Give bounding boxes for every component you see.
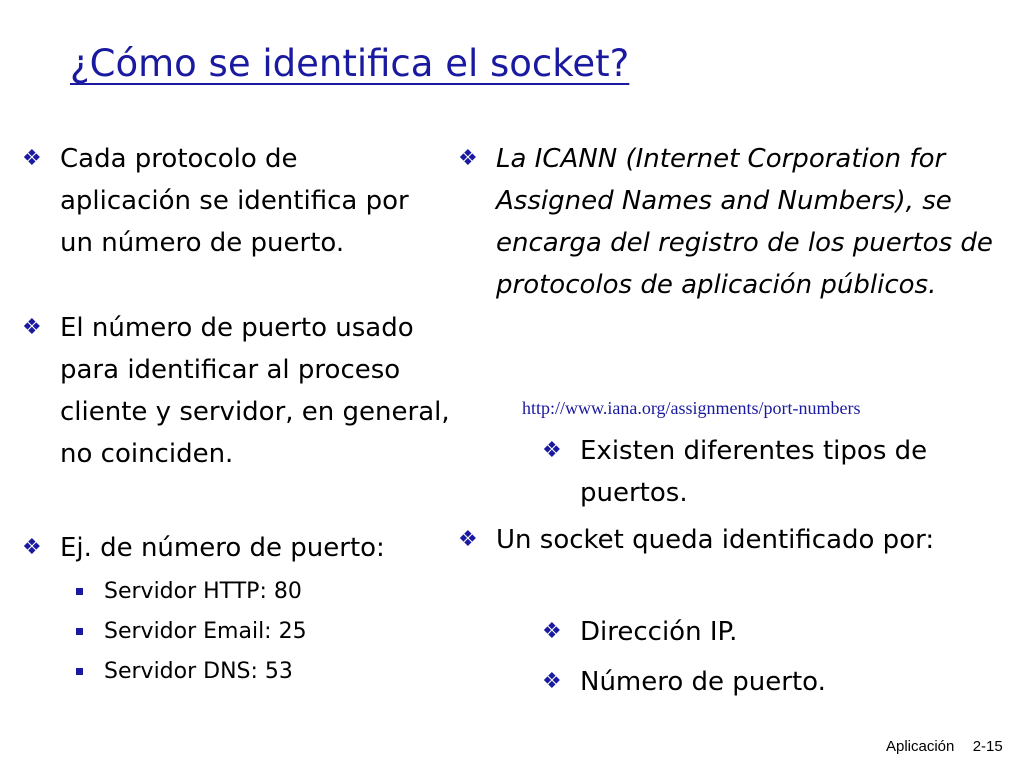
- diamond-bullet-icon: ❖: [458, 146, 478, 171]
- diamond-bullet-icon: ❖: [542, 438, 562, 463]
- left-bullet-3: Ej. de número de puerto:: [60, 533, 385, 563]
- page-number: 2-15: [972, 738, 1003, 755]
- diamond-bullet-icon: ❖: [22, 535, 42, 560]
- port-example-dns: Servidor DNS: 53: [104, 659, 293, 684]
- diamond-bullet-icon: ❖: [22, 146, 42, 171]
- diamond-bullet-icon: ❖: [458, 527, 478, 552]
- port-example-email: Servidor Email: 25: [104, 619, 307, 644]
- footer-section: Aplicación: [886, 738, 955, 755]
- diamond-bullet-icon: ❖: [22, 315, 42, 340]
- socket-id-port-number: Número de puerto.: [580, 667, 826, 697]
- socket-id-ip-address: Dirección IP.: [580, 617, 738, 647]
- right-sub-bullet-1: Existen diferentes tipos de puertos.: [580, 436, 928, 508]
- right-bullet-1: La ICANN (Internet Corporation for Assigned Names and Numbers), se encarga del registro de los puertos de protocolos de aplicación públicos.: [496, 144, 993, 300]
- diamond-bullet-icon: ❖: [542, 619, 562, 644]
- square-bullet-icon: [76, 628, 83, 635]
- square-bullet-icon: [76, 668, 83, 675]
- diamond-bullet-icon: ❖: [542, 669, 562, 694]
- slide-footer: [886, 738, 1003, 755]
- left-bullet-1: Cada protocolo de aplicación se identifica por un número de puerto.: [60, 144, 409, 258]
- square-bullet-icon: [76, 588, 83, 595]
- right-bullet-2: Un socket queda identificado por:: [496, 525, 935, 555]
- iana-link[interactable]: http://www.iana.org/assignments/port-numbers: [522, 398, 861, 418]
- port-example-http: Servidor HTTP: 80: [104, 579, 302, 604]
- slide-title: ¿Cómo se identifica el socket?: [70, 42, 630, 85]
- left-bullet-2: El número de puerto usado para identificar al proceso cliente y servidor, en general, no coinciden.: [60, 313, 450, 469]
